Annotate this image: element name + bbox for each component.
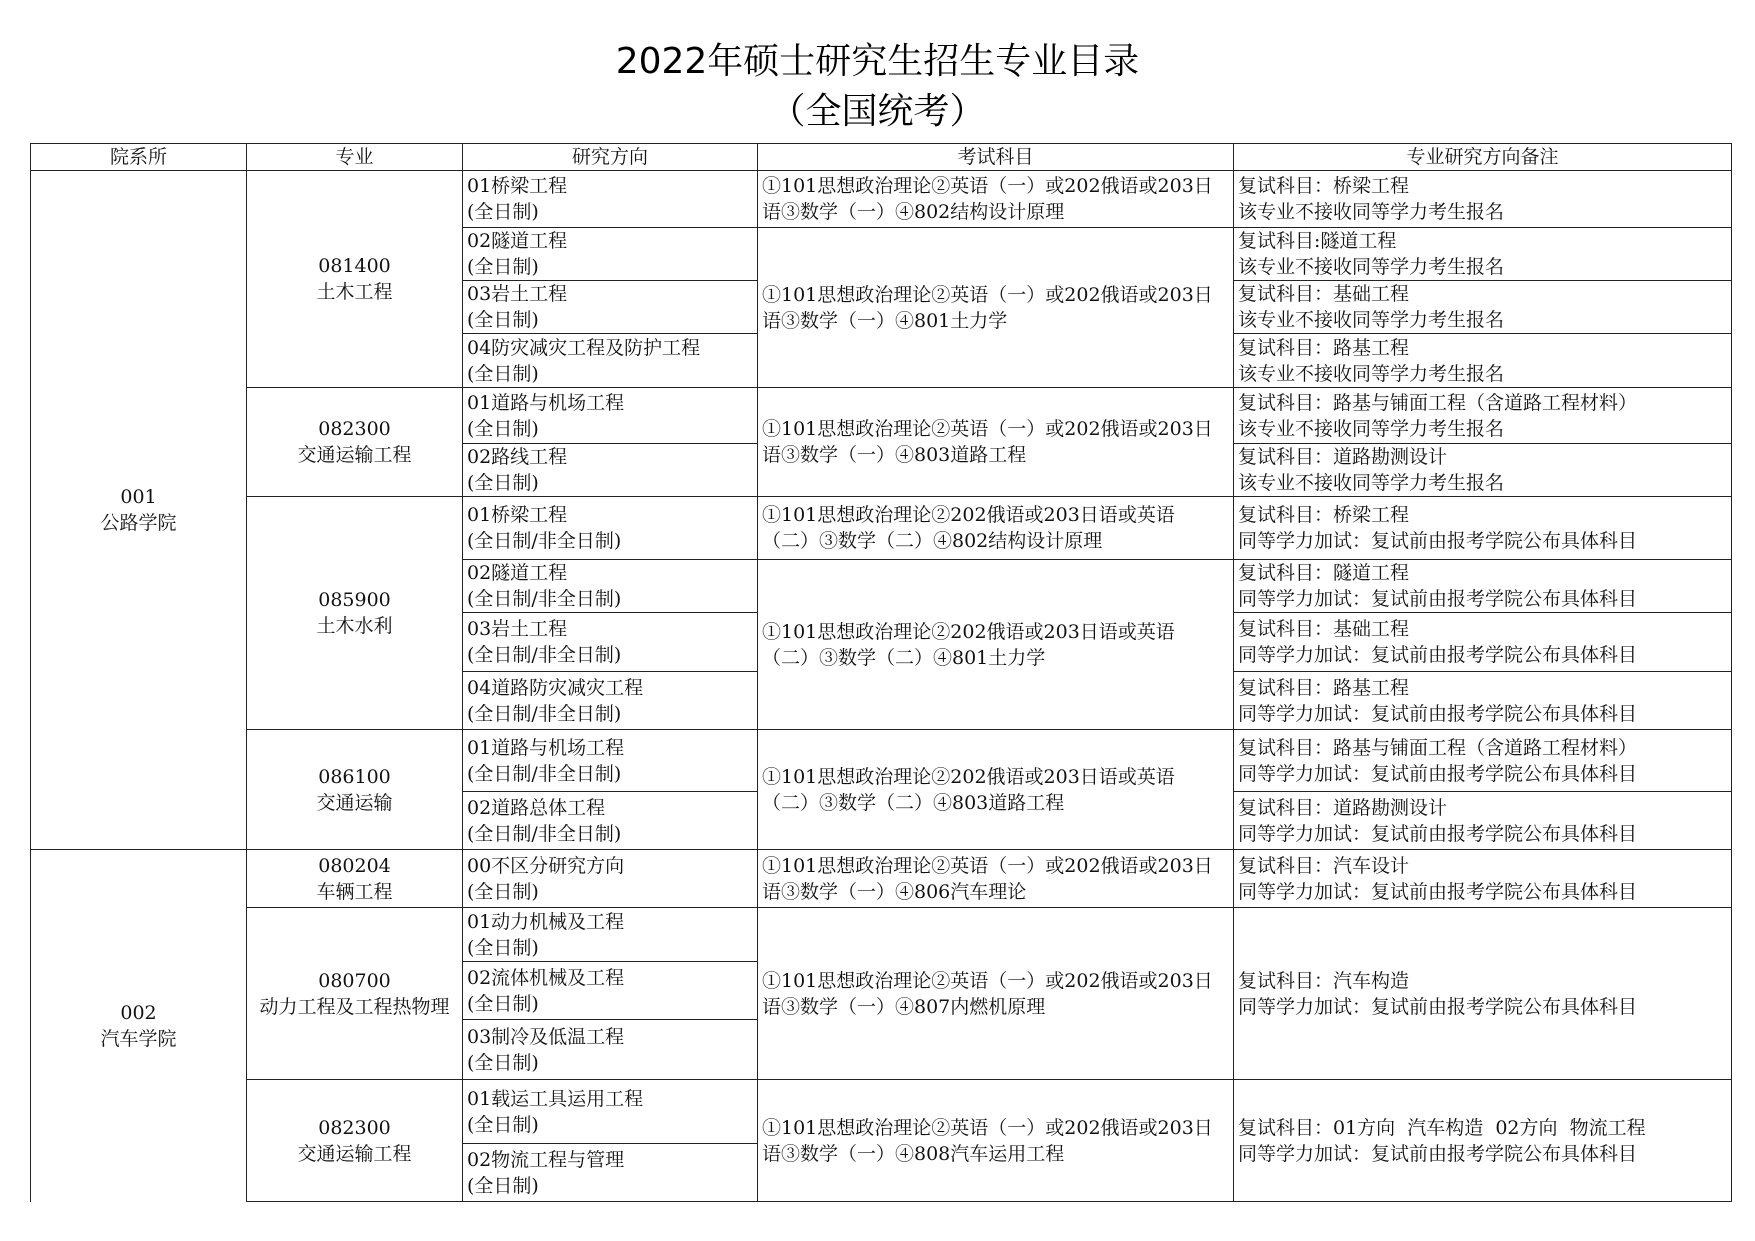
exam-cell bbox=[758, 228, 1234, 388]
direction-mode: (全日制/非全日制) bbox=[467, 644, 622, 666]
major-code: 085900 bbox=[318, 589, 391, 611]
note-line: 复试科目：路基与铺面工程（含道路工程材料） bbox=[1238, 391, 1638, 414]
note-cell bbox=[1234, 730, 1732, 792]
direction-cell bbox=[463, 672, 758, 730]
direction-cell bbox=[463, 497, 758, 560]
exam-line: ①101思想政治理论②英语（一）或202俄语或203日 bbox=[762, 1116, 1213, 1139]
note-cell bbox=[1234, 388, 1732, 444]
major-name: 交通运输工程 bbox=[297, 1142, 412, 1165]
dept-code: 001 bbox=[120, 486, 157, 508]
exam-line: ①101思想政治理论②英语（一）或202俄语或203日 bbox=[762, 418, 1213, 440]
major-code: 080700 bbox=[318, 969, 391, 992]
table-row bbox=[31, 908, 1732, 962]
header-major: 专业 bbox=[247, 144, 463, 171]
dept-name: 公路学院 bbox=[100, 512, 177, 534]
direction-name: 00不区分研究方向 bbox=[467, 854, 625, 877]
direction-mode: (全日制) bbox=[467, 1051, 539, 1074]
note-line: 复试科目：桥梁工程 bbox=[1238, 504, 1410, 526]
direction-mode: (全日制) bbox=[467, 256, 539, 278]
direction-mode: (全日制/非全日制) bbox=[467, 702, 622, 725]
direction-name: 01动力机械及工程 bbox=[467, 910, 625, 933]
note-cell bbox=[1234, 613, 1732, 672]
table-row bbox=[31, 730, 1732, 792]
note-cell bbox=[1234, 171, 1732, 228]
table-row bbox=[31, 171, 1732, 228]
direction-cell bbox=[463, 613, 758, 672]
major-name: 动力工程及工程热物理 bbox=[259, 995, 450, 1018]
major-name: 交通运输 bbox=[316, 791, 393, 814]
direction-name: 01桥梁工程 bbox=[467, 504, 568, 526]
major-name: 土木水利 bbox=[316, 615, 393, 637]
header-notes: 专业研究方向备注 bbox=[1234, 144, 1732, 171]
direction-cell bbox=[463, 334, 758, 388]
note-cell bbox=[1234, 334, 1732, 388]
note-line: 复试科目：01方向 汽车构造 02方向 物流工程 bbox=[1238, 1116, 1646, 1139]
direction-mode: (全日制) bbox=[467, 309, 539, 331]
direction-cell bbox=[463, 850, 758, 908]
major-cell bbox=[247, 850, 463, 908]
exam-line: （二）③数学（二）④802结构设计原理 bbox=[762, 530, 1103, 552]
note-line: 同等学力加试：复试前由报考学院公布具体科目 bbox=[1238, 530, 1638, 552]
note-line: 复试科目：桥梁工程 bbox=[1238, 175, 1410, 197]
direction-cell bbox=[463, 228, 758, 281]
major-code: 081400 bbox=[318, 255, 391, 277]
direction-name: 01桥梁工程 bbox=[467, 175, 568, 197]
note-line: 该专业不接收同等学力考生报名 bbox=[1238, 417, 1505, 440]
note-line: 该专业不接收同等学力考生报名 bbox=[1238, 256, 1505, 278]
exam-line: ①101思想政治理论②英语（一）或202俄语或203日 bbox=[762, 969, 1213, 992]
note-cell bbox=[1234, 281, 1732, 334]
major-cell bbox=[247, 908, 463, 1080]
major-name: 交通运输工程 bbox=[297, 444, 412, 466]
note-line: 复试科目：路基工程 bbox=[1238, 676, 1410, 699]
note-cell bbox=[1234, 850, 1732, 908]
direction-cell bbox=[463, 281, 758, 334]
direction-name: 02路线工程 bbox=[467, 446, 568, 468]
major-code: 080204 bbox=[318, 854, 391, 877]
direction-mode: (全日制) bbox=[467, 1113, 539, 1136]
note-cell bbox=[1234, 497, 1732, 560]
note-line: 同等学力加试：复试前由报考学院公布具体科目 bbox=[1238, 702, 1638, 725]
dept-cell bbox=[31, 171, 247, 850]
direction-cell bbox=[463, 962, 758, 1020]
direction-cell bbox=[463, 1144, 758, 1202]
exam-cell bbox=[758, 497, 1234, 560]
direction-mode: (全日制) bbox=[467, 1174, 539, 1197]
page-title: 2022年硕士研究生招生专业目录 bbox=[615, 41, 1140, 82]
major-cell bbox=[247, 497, 463, 730]
direction-cell bbox=[463, 560, 758, 613]
exam-line: ①101思想政治理论②英语（一）或202俄语或203日 bbox=[762, 854, 1213, 877]
direction-cell bbox=[463, 171, 758, 228]
header-dept: 院系所 bbox=[31, 144, 247, 171]
table-row bbox=[31, 850, 1732, 908]
direction-name: 02隧道工程 bbox=[467, 562, 568, 584]
direction-mode: (全日制/非全日制) bbox=[467, 530, 622, 552]
exam-line: 语③数学（一）④806汽车理论 bbox=[762, 880, 1027, 903]
note-line: 同等学力加试：复试前由报考学院公布具体科目 bbox=[1238, 995, 1638, 1018]
major-code: 086100 bbox=[318, 765, 391, 788]
note-line: 复试科目：路基与铺面工程（含道路工程材料） bbox=[1238, 736, 1638, 759]
exam-cell bbox=[758, 388, 1234, 497]
catalog-table bbox=[30, 143, 1732, 1202]
note-line: 同等学力加试：复试前由报考学院公布具体科目 bbox=[1238, 644, 1638, 666]
direction-cell bbox=[463, 908, 758, 962]
major-cell bbox=[247, 171, 463, 388]
note-line: 复试科目：道路勘测设计 bbox=[1238, 796, 1448, 819]
note-line: 复试科目：基础工程 bbox=[1238, 283, 1410, 305]
exam-line: ①101思想政治理论②英语（一）或202俄语或203日 bbox=[762, 283, 1213, 306]
direction-name: 01道路与机场工程 bbox=[467, 391, 625, 414]
direction-name: 01载运工具运用工程 bbox=[467, 1087, 644, 1110]
dept-name: 汽车学院 bbox=[100, 1027, 177, 1050]
major-cell bbox=[247, 388, 463, 497]
major-cell bbox=[247, 730, 463, 850]
direction-cell bbox=[463, 1020, 758, 1080]
note-cell bbox=[1234, 444, 1732, 497]
direction-cell bbox=[463, 388, 758, 444]
note-cell bbox=[1234, 908, 1732, 1080]
direction-name: 02道路总体工程 bbox=[467, 796, 606, 819]
direction-mode: (全日制/非全日制) bbox=[467, 822, 622, 845]
exam-line: （二）③数学（二）④803道路工程 bbox=[762, 791, 1065, 814]
note-line: 该专业不接收同等学力考生报名 bbox=[1238, 309, 1505, 331]
direction-name: 04防灾减灾工程及防护工程 bbox=[467, 336, 701, 359]
direction-mode: (全日制/非全日制) bbox=[467, 762, 622, 785]
exam-line: ①101思想政治理论②英语（一）或202俄语或203日 bbox=[762, 175, 1213, 197]
major-cell bbox=[247, 1080, 463, 1202]
direction-mode: (全日制) bbox=[467, 936, 539, 959]
page-subtitle: （全国统考） bbox=[769, 91, 986, 132]
major-code: 082300 bbox=[318, 418, 391, 440]
direction-cell bbox=[463, 444, 758, 497]
note-line: 复试科目：路基工程 bbox=[1238, 336, 1410, 359]
direction-mode: (全日制) bbox=[467, 362, 539, 385]
note-line: 同等学力加试：复试前由报考学院公布具体科目 bbox=[1238, 880, 1638, 903]
direction-mode: (全日制) bbox=[467, 992, 539, 1015]
direction-name: 03岩土工程 bbox=[467, 618, 568, 640]
exam-line: ①101思想政治理论②202俄语或203日语或英语 bbox=[762, 765, 1175, 788]
note-cell bbox=[1234, 1080, 1732, 1202]
direction-name: 03制冷及低温工程 bbox=[467, 1025, 625, 1048]
direction-name: 02流体机械及工程 bbox=[467, 966, 625, 989]
exam-line: 语③数学（一）④803道路工程 bbox=[762, 444, 1027, 466]
major-name: 车辆工程 bbox=[316, 880, 393, 903]
note-line: 复试科目：基础工程 bbox=[1238, 618, 1410, 640]
exam-cell bbox=[758, 1080, 1234, 1202]
note-cell bbox=[1234, 792, 1732, 850]
direction-mode: (全日制/非全日制) bbox=[467, 588, 622, 610]
exam-cell bbox=[758, 171, 1234, 228]
direction-cell bbox=[463, 730, 758, 792]
major-name: 土木工程 bbox=[316, 281, 393, 303]
dept-code: 002 bbox=[120, 1001, 157, 1024]
header-direction: 研究方向 bbox=[463, 144, 758, 171]
direction-mode: (全日制) bbox=[467, 417, 539, 440]
note-line: 复试科目:隧道工程 bbox=[1238, 230, 1397, 252]
dept-cell bbox=[31, 850, 247, 1202]
note-line: 复试科目：隧道工程 bbox=[1238, 562, 1410, 584]
header-exam: 考试科目 bbox=[758, 144, 1234, 171]
major-code: 082300 bbox=[318, 1116, 391, 1139]
table-row bbox=[31, 1080, 1732, 1144]
direction-mode: (全日制) bbox=[467, 880, 539, 903]
note-line: 该专业不接收同等学力考生报名 bbox=[1238, 472, 1505, 494]
note-line: 同等学力加试：复试前由报考学院公布具体科目 bbox=[1238, 762, 1638, 785]
exam-line: ①101思想政治理论②202俄语或203日语或英语 bbox=[762, 620, 1175, 643]
note-line: 该专业不接收同等学力考生报名 bbox=[1238, 362, 1505, 385]
exam-line: 语③数学（一）④807内燃机原理 bbox=[762, 995, 1046, 1018]
note-line: 复试科目：汽车设计 bbox=[1238, 854, 1410, 877]
note-line: 同等学力加试：复试前由报考学院公布具体科目 bbox=[1238, 588, 1638, 610]
note-line: 该专业不接收同等学力考生报名 bbox=[1238, 201, 1505, 223]
note-line: 同等学力加试：复试前由报考学院公布具体科目 bbox=[1238, 1142, 1638, 1165]
exam-line: ①101思想政治理论②202俄语或203日语或英语 bbox=[762, 504, 1175, 526]
note-line: 复试科目：汽车构造 bbox=[1238, 969, 1410, 992]
direction-name: 01道路与机场工程 bbox=[467, 736, 625, 759]
header-row bbox=[31, 144, 1732, 171]
exam-line: 语③数学（一）④802结构设计原理 bbox=[762, 201, 1065, 223]
note-cell bbox=[1234, 228, 1732, 281]
direction-cell bbox=[463, 1080, 758, 1144]
direction-mode: (全日制) bbox=[467, 472, 539, 494]
note-cell bbox=[1234, 560, 1732, 613]
exam-cell bbox=[758, 908, 1234, 1080]
exam-cell bbox=[758, 850, 1234, 908]
exam-cell bbox=[758, 560, 1234, 730]
exam-cell bbox=[758, 730, 1234, 850]
note-line: 同等学力加试：复试前由报考学院公布具体科目 bbox=[1238, 822, 1638, 845]
exam-line: （二）③数学（二）④801土力学 bbox=[762, 646, 1046, 669]
table-row bbox=[31, 497, 1732, 560]
direction-name: 03岩土工程 bbox=[467, 283, 568, 305]
direction-mode: (全日制) bbox=[467, 201, 539, 223]
note-line: 复试科目：道路勘测设计 bbox=[1238, 446, 1448, 468]
direction-name: 02隧道工程 bbox=[467, 230, 568, 252]
direction-name: 04道路防灾减灾工程 bbox=[467, 676, 644, 699]
direction-name: 02物流工程与管理 bbox=[467, 1148, 625, 1171]
note-cell bbox=[1234, 672, 1732, 730]
exam-line: 语③数学（一）④801土力学 bbox=[762, 309, 1008, 332]
table-row bbox=[31, 388, 1732, 444]
direction-cell bbox=[463, 792, 758, 850]
exam-line: 语③数学（一）④808汽车运用工程 bbox=[762, 1142, 1065, 1165]
